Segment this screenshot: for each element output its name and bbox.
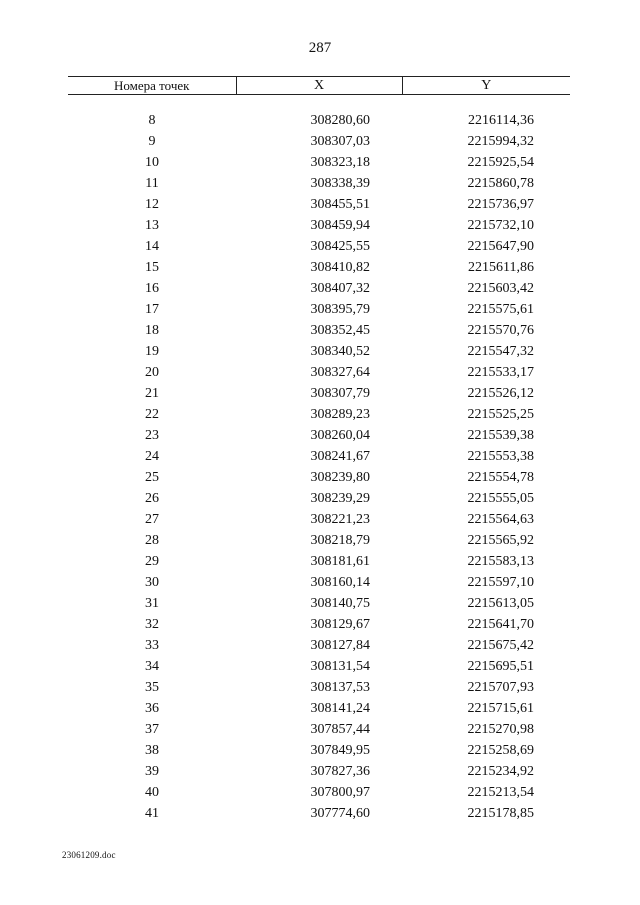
point-number-cell: 35 <box>145 680 159 695</box>
point-number-cell: 17 <box>145 302 159 317</box>
x-coordinate-cell: 308459,94 <box>310 218 370 233</box>
y-coordinate-cell: 2215213,54 <box>467 785 534 800</box>
y-coordinate-cell: 2215553,38 <box>467 449 534 464</box>
y-coordinate-cell: 2215715,61 <box>467 701 534 716</box>
table-row <box>68 278 570 299</box>
y-coordinate-cell: 2215575,61 <box>467 302 534 317</box>
table-row <box>68 635 570 656</box>
y-coordinate-cell: 2215736,97 <box>467 197 534 212</box>
x-coordinate-cell: 308323,18 <box>310 155 370 170</box>
x-coordinate-cell: 307827,36 <box>310 764 370 779</box>
y-coordinate-cell: 2215603,42 <box>467 281 534 296</box>
y-coordinate-cell: 2215270,98 <box>467 722 534 737</box>
x-coordinate-cell: 308221,23 <box>310 512 370 527</box>
y-coordinate-cell: 2215234,92 <box>467 764 534 779</box>
table-row <box>68 299 570 320</box>
x-coordinate-cell: 308338,39 <box>310 176 370 191</box>
page-number: 287 <box>308 40 332 56</box>
point-number-cell: 39 <box>145 764 159 779</box>
table-row <box>68 467 570 488</box>
table-row <box>68 404 570 425</box>
point-number-cell: 24 <box>145 449 159 464</box>
y-coordinate-cell: 2215565,92 <box>467 533 534 548</box>
point-number-cell: 15 <box>145 260 159 275</box>
point-number-cell: 14 <box>145 239 159 254</box>
y-coordinate-cell: 2215533,17 <box>467 365 534 380</box>
table-row <box>68 572 570 593</box>
table-row <box>68 425 570 446</box>
x-coordinate-cell: 307857,44 <box>310 722 370 737</box>
table-row <box>68 320 570 341</box>
table-row <box>68 131 570 152</box>
y-coordinate-cell: 2215258,69 <box>467 743 534 758</box>
x-coordinate-cell: 308260,04 <box>310 428 370 443</box>
table-row <box>68 551 570 572</box>
table-row <box>68 740 570 761</box>
x-coordinate-cell: 308239,29 <box>310 491 370 506</box>
point-number-cell: 25 <box>145 470 159 485</box>
y-coordinate-cell: 2215925,54 <box>467 155 534 170</box>
table-row <box>68 677 570 698</box>
table-row <box>68 236 570 257</box>
coordinates-table <box>68 76 570 824</box>
point-number-cell: 23 <box>145 428 159 443</box>
y-coordinate-cell: 2215994,32 <box>467 134 534 149</box>
point-number-cell: 19 <box>145 344 159 359</box>
x-coordinate-cell: 308137,53 <box>310 680 370 695</box>
x-coordinate-cell: 308307,03 <box>310 134 370 149</box>
x-coordinate-cell: 308395,79 <box>310 302 370 317</box>
x-coordinate-cell: 308131,54 <box>310 659 370 674</box>
point-number-cell: 41 <box>145 806 159 821</box>
point-number-cell: 33 <box>145 638 159 653</box>
table-row <box>68 761 570 782</box>
point-number-cell: 38 <box>145 743 159 758</box>
x-coordinate-cell: 308181,61 <box>310 554 370 569</box>
table-row <box>68 173 570 194</box>
point-number-cell: 16 <box>145 281 159 296</box>
x-coordinate-cell: 308160,14 <box>310 575 370 590</box>
x-coordinate-cell: 308425,55 <box>310 239 370 254</box>
point-number-cell: 27 <box>145 512 159 527</box>
y-coordinate-cell: 2215860,78 <box>467 176 534 191</box>
point-number-cell: 11 <box>145 176 159 191</box>
point-number-cell: 20 <box>145 365 159 380</box>
x-coordinate-cell: 308129,67 <box>310 617 370 632</box>
y-coordinate-cell: 2215641,70 <box>467 617 534 632</box>
table-row <box>68 194 570 215</box>
x-coordinate-cell: 308307,79 <box>310 386 370 401</box>
x-coordinate-cell: 308218,79 <box>310 533 370 548</box>
point-number-cell: 30 <box>145 575 159 590</box>
header-y: Y <box>402 77 570 95</box>
y-coordinate-cell: 2215647,90 <box>467 239 534 254</box>
table-row <box>68 530 570 551</box>
point-number-cell: 32 <box>145 617 159 632</box>
x-coordinate-cell: 308352,45 <box>310 323 370 338</box>
y-coordinate-cell: 2215554,78 <box>467 470 534 485</box>
x-coordinate-cell: 307800,97 <box>310 785 370 800</box>
point-number-cell: 13 <box>145 218 159 233</box>
point-number-cell: 8 <box>148 113 156 128</box>
x-coordinate-cell: 308141,24 <box>310 701 370 716</box>
table-row <box>68 362 570 383</box>
y-coordinate-cell: 2215611,86 <box>468 260 534 275</box>
x-coordinate-cell: 308289,23 <box>310 407 370 422</box>
table-row <box>68 383 570 404</box>
table-row <box>68 215 570 236</box>
footer-filename: 23061209.doc <box>62 850 116 860</box>
point-number-cell: 10 <box>145 155 159 170</box>
point-number-cell: 40 <box>145 785 159 800</box>
point-number-cell: 37 <box>145 722 159 737</box>
table-row <box>68 803 570 824</box>
y-coordinate-cell: 2215539,38 <box>467 428 534 443</box>
table-row <box>68 488 570 509</box>
y-coordinate-cell: 2215613,05 <box>467 596 534 611</box>
point-number-cell: 28 <box>145 533 159 548</box>
x-coordinate-cell: 308140,75 <box>310 596 370 611</box>
y-coordinate-cell: 2215597,10 <box>467 575 534 590</box>
point-number-cell: 12 <box>145 197 159 212</box>
y-coordinate-cell: 2215526,12 <box>467 386 534 401</box>
table-row <box>68 341 570 362</box>
header-x: X <box>236 77 402 95</box>
x-coordinate-cell: 308407,32 <box>310 281 370 296</box>
table-row <box>68 614 570 635</box>
y-coordinate-cell: 2215675,42 <box>467 638 534 653</box>
table-row <box>68 782 570 803</box>
y-coordinate-cell: 2215707,93 <box>467 680 534 695</box>
table-header-row <box>68 77 570 95</box>
table-row <box>68 110 570 131</box>
y-coordinate-cell: 2215732,10 <box>467 218 534 233</box>
point-number-cell: 26 <box>145 491 159 506</box>
x-coordinate-cell: 308280,60 <box>310 113 370 128</box>
table-spacer-row <box>68 95 570 111</box>
y-coordinate-cell: 2215547,32 <box>467 344 534 359</box>
y-coordinate-cell: 2215525,25 <box>467 407 534 422</box>
header-point-number: Номера точек <box>68 77 236 95</box>
table-body <box>68 95 570 825</box>
x-coordinate-cell: 307774,60 <box>310 806 370 821</box>
table-row <box>68 257 570 278</box>
point-number-cell: 31 <box>145 596 159 611</box>
x-coordinate-cell: 307849,95 <box>310 743 370 758</box>
y-coordinate-cell: 2215178,85 <box>467 806 534 821</box>
x-coordinate-cell: 308410,82 <box>310 260 370 275</box>
x-coordinate-cell: 308127,84 <box>310 638 370 653</box>
table-row <box>68 698 570 719</box>
point-number-cell: 18 <box>145 323 159 338</box>
point-number-cell: 29 <box>145 554 159 569</box>
y-coordinate-cell: 2215695,51 <box>467 659 534 674</box>
y-coordinate-cell: 2215583,13 <box>467 554 534 569</box>
table-row <box>68 719 570 740</box>
x-coordinate-cell: 308455,51 <box>310 197 370 212</box>
y-coordinate-cell: 2215564,63 <box>467 512 534 527</box>
y-coordinate-cell: 2215570,76 <box>467 323 534 338</box>
y-coordinate-cell: 2216114,36 <box>468 113 534 128</box>
table-row <box>68 656 570 677</box>
table-row <box>68 446 570 467</box>
x-coordinate-cell: 308239,80 <box>310 470 370 485</box>
table-row <box>68 152 570 173</box>
table-row <box>68 593 570 614</box>
point-number-cell: 34 <box>145 659 159 674</box>
x-coordinate-cell: 308340,52 <box>310 344 370 359</box>
point-number-cell: 22 <box>145 407 159 422</box>
point-number-cell: 36 <box>145 701 159 716</box>
x-coordinate-cell: 308327,64 <box>310 365 370 380</box>
table-row <box>68 509 570 530</box>
y-coordinate-cell: 2215555,05 <box>467 491 534 506</box>
point-number-cell: 21 <box>145 386 159 401</box>
point-number-cell: 9 <box>148 134 156 149</box>
x-coordinate-cell: 308241,67 <box>310 449 370 464</box>
